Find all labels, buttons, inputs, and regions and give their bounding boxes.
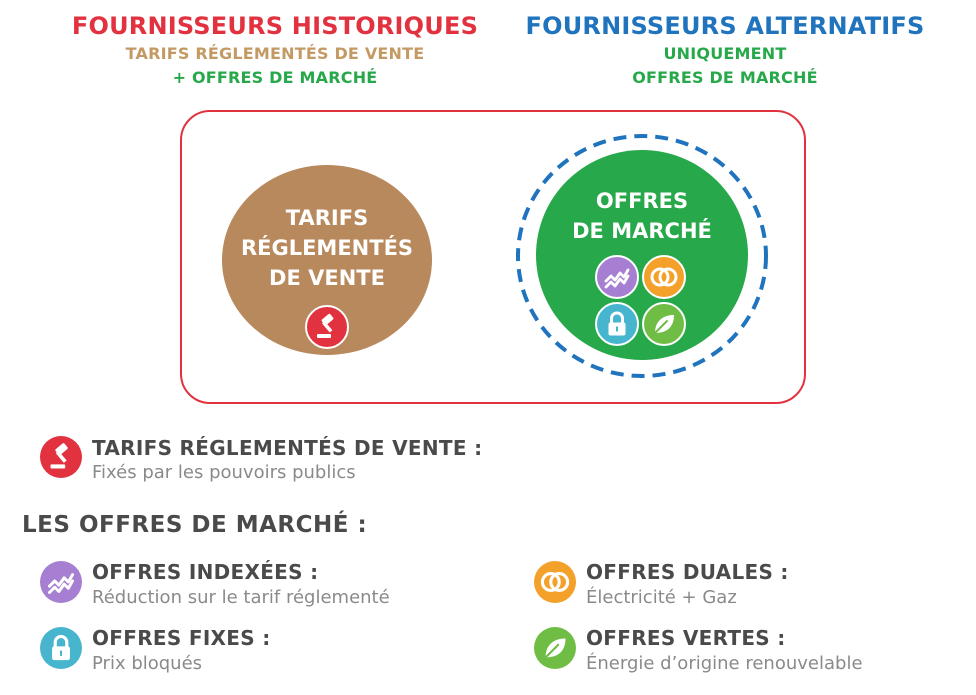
legend-fixed-desc: Prix bloqués: [92, 653, 203, 674]
market-offers-section-title: LES OFFRES DE MARCHÉ :: [22, 512, 368, 538]
leaf-icon: [534, 627, 576, 669]
alternative-suppliers-line1: UNIQUEMENT: [663, 44, 787, 63]
market-offers-circle: [536, 150, 748, 360]
leaf-icon: [642, 302, 686, 346]
historic-suppliers-title: FOURNISSEURS HISTORIQUES: [71, 12, 479, 40]
legend-fixed-title: OFFRES FIXES :: [92, 626, 271, 650]
legend-indexed-title: OFFRES INDEXÉES :: [92, 560, 319, 584]
legend-regulated-desc: Fixés par les pouvoirs publics: [92, 462, 356, 483]
historic-suppliers-line2: + OFFRES DE MARCHÉ: [172, 68, 378, 87]
alternative-suppliers-line2: OFFRES DE MARCHÉ: [632, 68, 818, 87]
lock-icon: [595, 302, 639, 346]
regulated-tariffs-circle: [222, 165, 432, 355]
regulated-circle-line1: TARIFS: [285, 206, 369, 230]
historic-suppliers-line1: TARIFS RÉGLEMENTÉS DE VENTE: [125, 44, 425, 63]
gavel-icon: [305, 305, 349, 349]
legend-regulated-title: TARIFS RÉGLEMENTÉS DE VENTE :: [92, 436, 483, 460]
regulated-circle-line2: RÉGLEMENTÉS: [240, 236, 414, 260]
dual-rings-icon: [642, 255, 686, 299]
market-circle-line1: OFFRES: [595, 189, 689, 213]
historic-suppliers-header: [40, 12, 510, 90]
legend-indexed-desc: Réduction sur le tarif réglementé: [92, 587, 390, 608]
regulated-circle-line3: DE VENTE: [269, 266, 385, 290]
alternative-suppliers-header: [500, 12, 950, 90]
legend-dual-title: OFFRES DUALES :: [586, 560, 789, 584]
legend-green-title: OFFRES VERTES :: [586, 626, 786, 650]
legend-dual-desc: Électricité + Gaz: [586, 587, 737, 608]
legend-green-desc: Énergie d’origine renouvelable: [586, 653, 863, 674]
gavel-icon: [40, 436, 82, 478]
indexed-chart-icon: [595, 255, 639, 299]
dual-rings-icon: [534, 561, 576, 603]
indexed-chart-icon: [40, 561, 82, 603]
market-circle-line2: DE MARCHÉ: [572, 219, 712, 243]
alternative-suppliers-title: FOURNISSEURS ALTERNATIFS: [525, 12, 925, 40]
lock-icon: [40, 627, 82, 669]
